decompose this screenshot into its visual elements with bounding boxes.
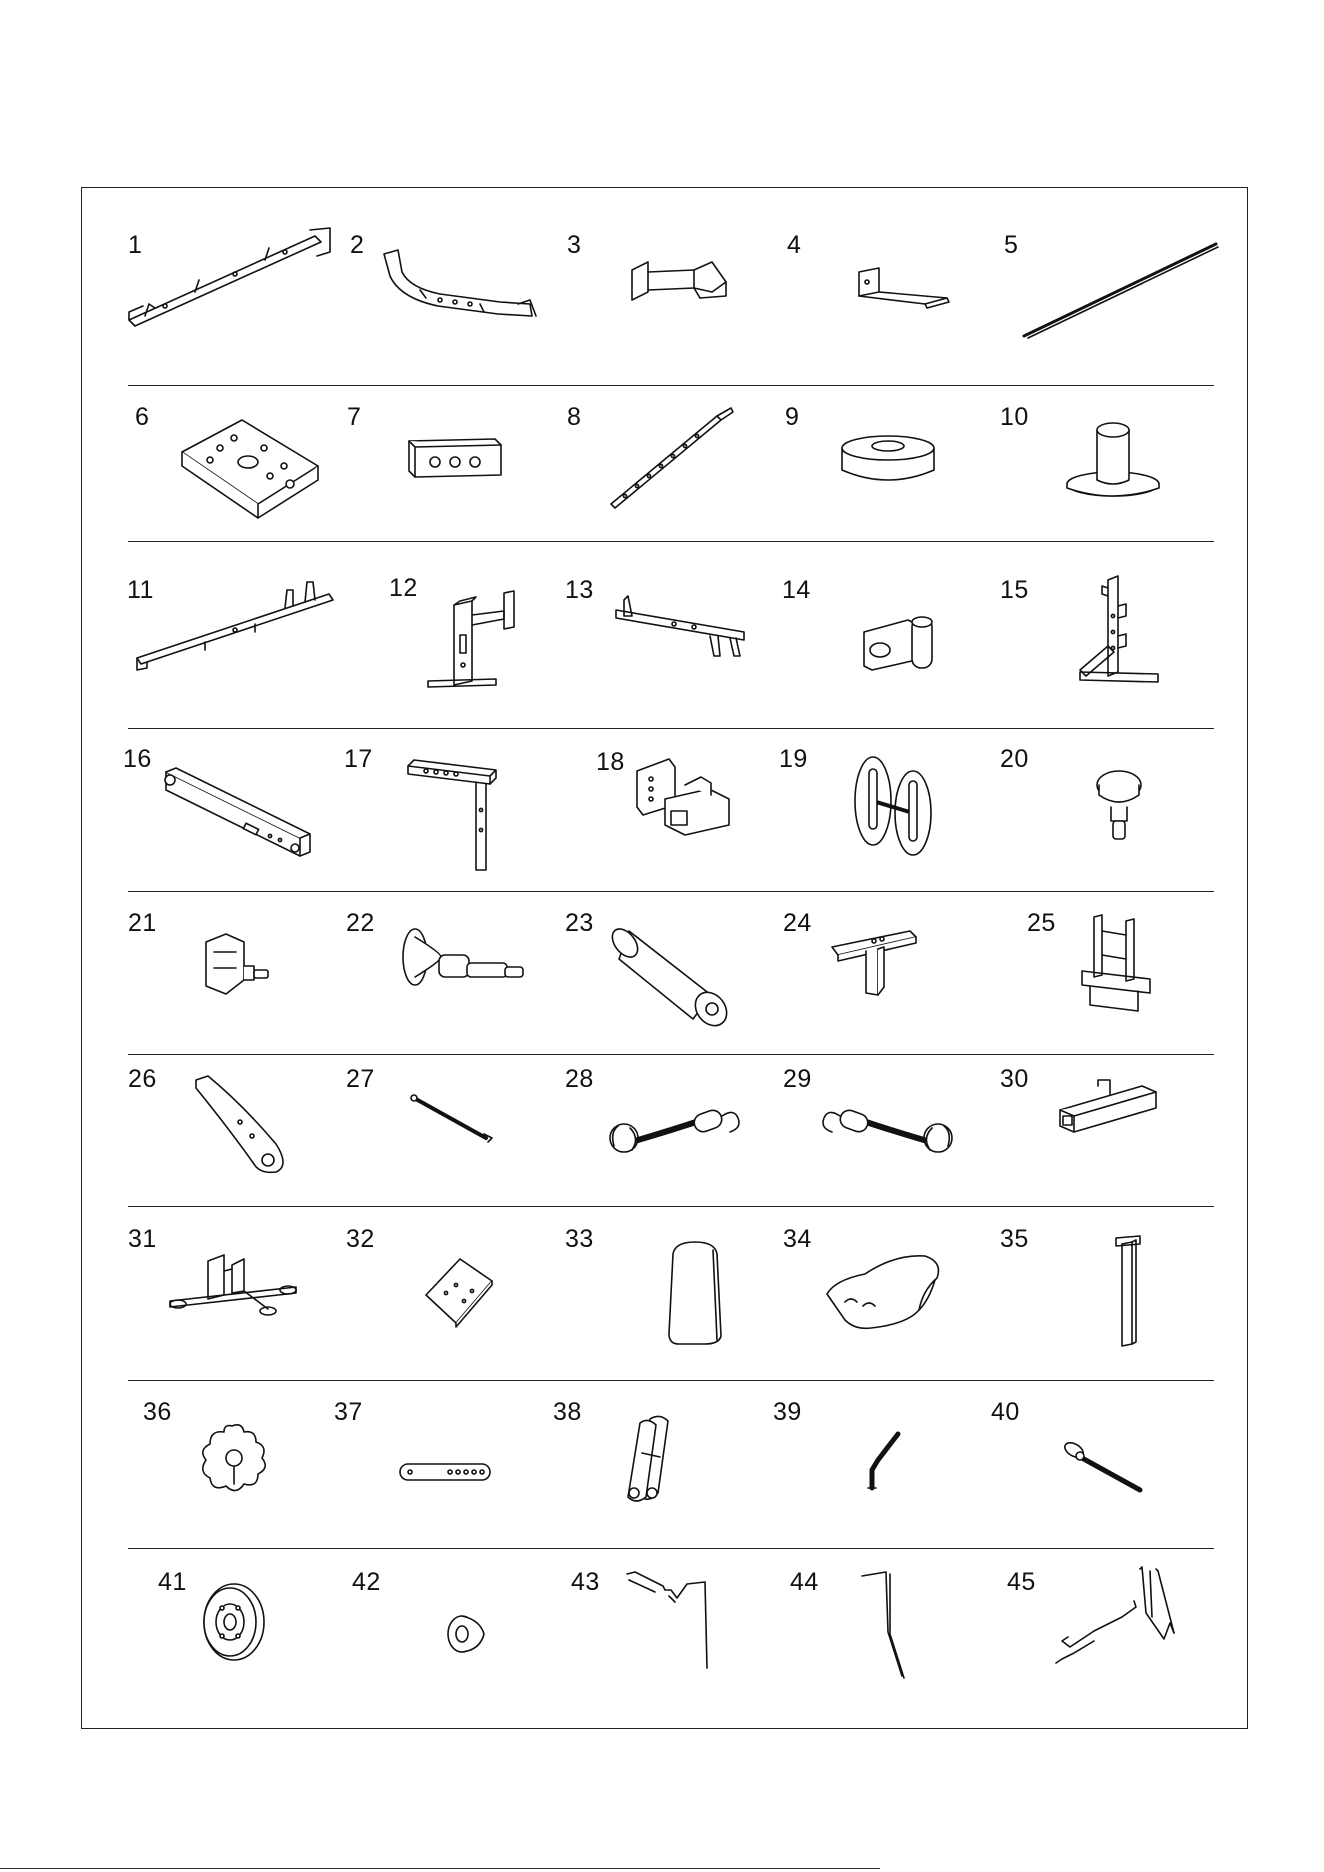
arm-tube-icon bbox=[160, 768, 310, 868]
part-number-label: 13 bbox=[565, 576, 594, 604]
three-hole-block-icon bbox=[405, 435, 505, 480]
angled-post-icon bbox=[1078, 576, 1158, 686]
row-divider bbox=[128, 1206, 1214, 1207]
l-shaped-tube-icon bbox=[406, 760, 491, 870]
handle-bar-right-icon bbox=[810, 1102, 960, 1162]
row-divider bbox=[128, 385, 1214, 386]
part-number-label: 20 bbox=[1000, 745, 1029, 773]
hook-cable-icon bbox=[860, 1572, 910, 1677]
part-number-label: 33 bbox=[565, 1225, 594, 1253]
hinge-bracket-icon bbox=[620, 1413, 685, 1503]
part-number-label: 22 bbox=[346, 909, 375, 937]
upright-post-bracket-icon bbox=[424, 585, 514, 690]
part-number-label: 28 bbox=[565, 1065, 594, 1093]
double-cable-plate-icon bbox=[853, 755, 933, 855]
part-number-label: 18 bbox=[596, 748, 625, 776]
part-number-label: 32 bbox=[346, 1225, 375, 1253]
star-knob-icon bbox=[198, 1422, 268, 1497]
bushing-icon bbox=[444, 1612, 489, 1657]
part-number-label: 45 bbox=[1007, 1568, 1036, 1596]
row-divider bbox=[128, 728, 1214, 729]
part-number-label: 30 bbox=[1000, 1065, 1029, 1093]
part-number-label: 37 bbox=[334, 1398, 363, 1426]
part-number-label: 19 bbox=[779, 745, 808, 773]
part-number-label: 17 bbox=[344, 745, 373, 773]
handle-bar-left-icon bbox=[602, 1102, 752, 1162]
part-number-label: 3 bbox=[567, 231, 582, 259]
adjustment-sleeve-icon bbox=[635, 755, 730, 835]
part-number-label: 29 bbox=[783, 1065, 812, 1093]
part-number-label: 12 bbox=[389, 574, 418, 602]
seat-pad-icon bbox=[825, 1250, 945, 1330]
rubber-bumper-icon bbox=[838, 432, 938, 487]
bent-cable-icon bbox=[625, 1572, 715, 1672]
pulley-bracket-icon bbox=[858, 610, 948, 670]
adjustment-knob-icon bbox=[1095, 767, 1145, 842]
part-number-label: 16 bbox=[123, 745, 152, 773]
part-number-label: 42 bbox=[352, 1568, 381, 1596]
perforated-top-plate-icon bbox=[180, 418, 320, 518]
base-bracket-icon bbox=[168, 1251, 298, 1326]
part-number-label: 38 bbox=[553, 1398, 582, 1426]
weight-post-sleeve-icon bbox=[1063, 420, 1163, 500]
part-number-label: 40 bbox=[991, 1398, 1020, 1426]
curved-base-frame-icon bbox=[380, 250, 540, 330]
lock-pin-icon bbox=[1060, 1440, 1145, 1495]
selector-rod-icon bbox=[605, 408, 735, 508]
bent-pin-icon bbox=[852, 1430, 902, 1490]
flat-plate-icon bbox=[424, 1257, 494, 1327]
guide-rod-icon bbox=[1020, 240, 1220, 340]
part-number-label: 5 bbox=[1004, 231, 1019, 259]
long-rail-icon bbox=[135, 578, 335, 678]
pulley-wheel-icon bbox=[196, 1582, 266, 1662]
part-number-label: 10 bbox=[1000, 403, 1029, 431]
hole-strap-icon bbox=[398, 1460, 493, 1485]
part-number-label: 25 bbox=[1027, 909, 1056, 937]
cross-bar-icon bbox=[614, 596, 754, 656]
part-number-label: 27 bbox=[346, 1065, 375, 1093]
part-number-label: 6 bbox=[135, 403, 150, 431]
foam-roller-icon bbox=[615, 925, 735, 1025]
part-number-label: 11 bbox=[127, 576, 154, 604]
part-number-label: 41 bbox=[158, 1568, 187, 1596]
axle-shaft-icon bbox=[408, 1094, 493, 1144]
cam-plate-icon bbox=[192, 1074, 292, 1174]
square-tube-bracket-icon bbox=[630, 258, 730, 318]
part-number-label: 4 bbox=[787, 231, 802, 259]
part-number-label: 39 bbox=[773, 1398, 802, 1426]
page-bottom-rule bbox=[0, 1868, 880, 1869]
part-number-label: 1 bbox=[128, 231, 143, 259]
spring-pin-knob-icon bbox=[200, 932, 270, 1002]
part-number-label: 21 bbox=[128, 909, 157, 937]
part-number-label: 23 bbox=[565, 909, 594, 937]
square-tube-icon bbox=[1058, 1080, 1158, 1145]
row-divider bbox=[128, 891, 1214, 892]
row-divider bbox=[128, 1548, 1214, 1549]
carriage-frame-icon bbox=[1080, 915, 1160, 1015]
row-divider bbox=[128, 1054, 1214, 1055]
part-number-label: 36 bbox=[143, 1398, 172, 1426]
row-divider bbox=[128, 541, 1214, 542]
part-number-label: 35 bbox=[1000, 1225, 1029, 1253]
part-number-label: 24 bbox=[783, 909, 812, 937]
frame-rail-icon bbox=[125, 228, 335, 338]
part-number-label: 43 bbox=[571, 1568, 600, 1596]
part-number-label: 34 bbox=[783, 1225, 812, 1253]
part-number-label: 15 bbox=[1000, 576, 1029, 604]
pop-pin-icon bbox=[401, 927, 526, 1012]
part-number-label: 26 bbox=[128, 1065, 157, 1093]
part-number-label: 2 bbox=[350, 231, 365, 259]
back-pad-icon bbox=[665, 1240, 735, 1345]
vertical-post-icon bbox=[1114, 1236, 1144, 1346]
long-bent-cable-icon bbox=[1054, 1567, 1179, 1677]
l-bracket-plate-icon bbox=[855, 268, 955, 318]
t-bar-icon bbox=[830, 927, 930, 997]
part-number-label: 44 bbox=[790, 1568, 819, 1596]
part-number-label: 31 bbox=[128, 1225, 157, 1253]
row-divider bbox=[128, 1380, 1214, 1381]
part-number-label: 8 bbox=[567, 403, 582, 431]
part-number-label: 14 bbox=[782, 576, 811, 604]
part-number-label: 9 bbox=[785, 403, 800, 431]
part-number-label: 7 bbox=[347, 403, 362, 431]
